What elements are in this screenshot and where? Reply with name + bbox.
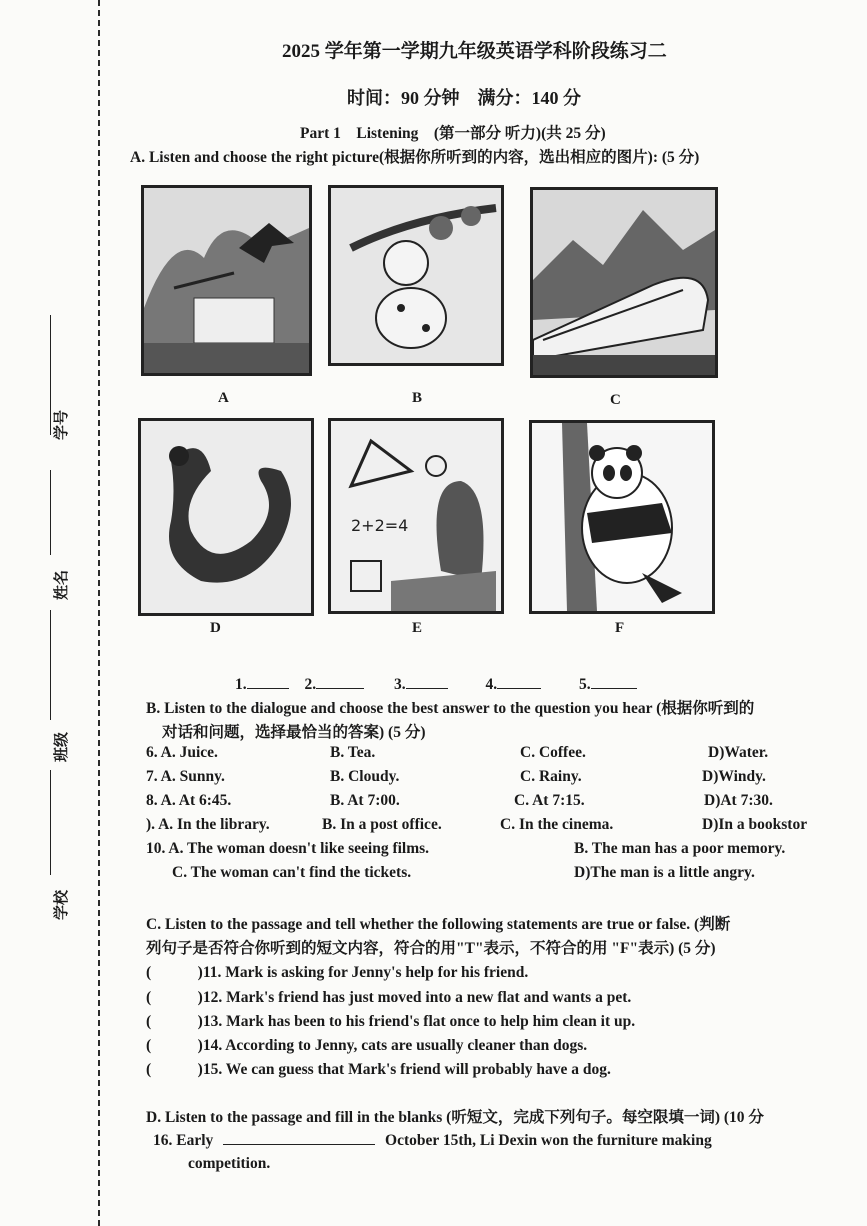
statement-11: ( )11. Mark is asking for Jenny's help for his friend. bbox=[146, 964, 529, 981]
q6-b: B. Tea. bbox=[330, 744, 376, 761]
q9-b: B. In a post office. bbox=[322, 816, 442, 833]
q10-a: 10. A. The woman doesn't like seeing films. bbox=[146, 840, 430, 857]
q16-line1 bbox=[153, 1130, 712, 1150]
picture-label-b: B bbox=[412, 390, 423, 406]
picture-label-d: D bbox=[210, 620, 221, 636]
sectionC-instruction-2: 列句子是否符合你听到的短文内容，符合的用"T"表示，不符合的用 "F"表示) (5 分) bbox=[146, 940, 716, 957]
q9-d: D)In a bookstor bbox=[702, 816, 808, 833]
answer-num-4: 4. bbox=[485, 676, 498, 693]
q16-blank[interactable] bbox=[223, 1130, 375, 1145]
picture-b bbox=[328, 185, 504, 366]
q16-line2: competition. bbox=[188, 1155, 271, 1172]
picture-d bbox=[138, 418, 314, 616]
dragon-icon bbox=[141, 421, 311, 613]
sectionB-instruction-2: 对话和问题，选择最恰当的答案) (5 分) bbox=[162, 724, 426, 741]
q10-d: D)The man is a little angry. bbox=[574, 864, 755, 881]
answer-num-1: 1. bbox=[235, 676, 247, 693]
q7-c: C. Rainy. bbox=[520, 768, 582, 785]
answer-blank-1[interactable] bbox=[247, 674, 289, 689]
statement-14: ( )14. According to Jenny, cats are usually cleaner than dogs. bbox=[146, 1037, 588, 1054]
sectionC-instruction-1: C. Listen to the passage and tell whether the following statements are true or false. (判断 bbox=[146, 916, 731, 933]
class-line bbox=[50, 610, 51, 720]
statement-15: ( )15. We can guess that Mark's friend will probably have a dog. bbox=[146, 1061, 611, 1078]
answer-num-5: 5. bbox=[579, 676, 591, 693]
answer-blank-5[interactable] bbox=[591, 674, 637, 689]
q16-start: 16. Early bbox=[153, 1132, 214, 1149]
q8-a: 8. A. At 6:45. bbox=[146, 792, 232, 809]
name-line bbox=[50, 470, 51, 555]
q6-d: D)Water. bbox=[708, 744, 769, 761]
dog-tree-icon bbox=[331, 188, 501, 363]
q7-b: B. Cloudy. bbox=[330, 768, 400, 785]
q9-c: C. In the cinema. bbox=[500, 816, 614, 833]
answer-blank-2[interactable] bbox=[316, 674, 364, 689]
sectionB-instruction-1: B. Listen to the dialogue and choose the best answer to the question you hear (根据你听到的 bbox=[146, 700, 755, 717]
name-label: 姓名 bbox=[54, 569, 70, 600]
q6-a: 6. A. Juice. bbox=[146, 744, 218, 761]
q8-c: C. At 7:15. bbox=[514, 792, 585, 809]
statement-12: ( )12. Mark's friend has just moved into a new flat and wants a pet. bbox=[146, 989, 632, 1006]
q9-a: ). A. In the library. bbox=[146, 816, 270, 833]
q8-d: D)At 7:30. bbox=[704, 792, 773, 809]
picture-label-c: C bbox=[610, 392, 621, 408]
q8-b: B. At 7:00. bbox=[330, 792, 400, 809]
answer-blank-4[interactable] bbox=[497, 674, 541, 689]
picture-label-f: F bbox=[615, 620, 625, 636]
class-label: 班级 bbox=[54, 731, 70, 762]
panda-tree-icon bbox=[532, 423, 712, 611]
svg-text:2+2=4: 2+2=4 bbox=[351, 516, 409, 535]
picture-f bbox=[529, 420, 715, 614]
q7-d: D)Windy. bbox=[702, 768, 766, 785]
picture-a bbox=[141, 185, 312, 376]
school-label: 学校 bbox=[54, 889, 70, 920]
picture-e bbox=[328, 418, 504, 614]
binding-dashed-line bbox=[98, 0, 100, 1226]
study-math-icon bbox=[331, 421, 501, 611]
picture-c bbox=[530, 187, 718, 378]
time-score: 时间：90 分钟 满分：140 分 bbox=[347, 88, 581, 108]
answer-num-3: 3. bbox=[394, 676, 406, 693]
eagle-garden-icon bbox=[144, 188, 309, 373]
q10-c: C. The woman can't find the tickets. bbox=[172, 864, 412, 881]
school-line bbox=[50, 770, 51, 875]
picture-label-e: E bbox=[412, 620, 423, 636]
q10-b: B. The man has a poor memory. bbox=[574, 840, 786, 857]
answer-blank-3[interactable] bbox=[406, 674, 448, 689]
answer-num-2: 2. bbox=[304, 676, 317, 693]
exam-title: 2025 学年第一学期九年级英语学科阶段练习二 bbox=[282, 41, 667, 62]
q7-a: 7. A. Sunny. bbox=[146, 768, 225, 785]
picture-label-a: A bbox=[218, 390, 229, 406]
sectionD-instruction: D. Listen to the passage and fill in the blanks (听短文，完成下列句子。每空限填一词) (10 分 bbox=[146, 1109, 764, 1126]
statement-13: ( )13. Mark has been to his friend's flat once to help him clean it up. bbox=[146, 1013, 636, 1030]
student-no-label: 学号 bbox=[54, 409, 70, 440]
q16-end: October 15th, Li Dexin won the furniture making bbox=[385, 1132, 712, 1149]
part1-heading: Part 1 Listening (第一部分 听力)(共 25 分) bbox=[300, 125, 606, 142]
q6-c: C. Coffee. bbox=[520, 744, 586, 761]
sectionA-instruction: A. Listen and choose the right picture(根据你所听到的内容，选出相应的图片): (5 分) bbox=[130, 149, 700, 166]
train-mountain-icon bbox=[533, 190, 715, 375]
answer-row bbox=[235, 674, 637, 694]
